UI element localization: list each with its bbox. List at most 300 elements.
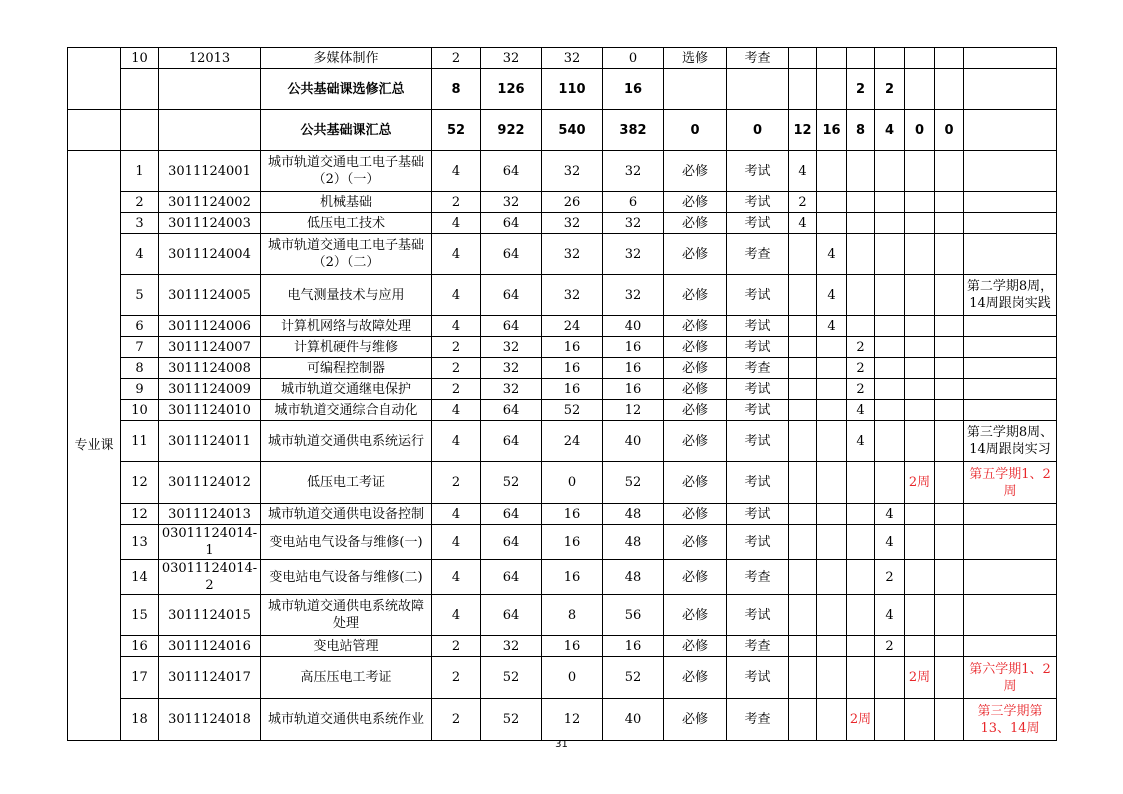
course-code: 3011124003	[159, 213, 261, 234]
remark: 第三学期8周、14周跟岗实习	[964, 421, 1057, 462]
practice-hours: 56	[603, 595, 664, 636]
summary-credits: 8	[432, 69, 481, 110]
course-type: 必修	[664, 421, 727, 462]
sem4-hours	[875, 337, 905, 358]
sem3-hours	[847, 316, 875, 337]
course-name: 计算机硬件与维修	[261, 337, 432, 358]
summary-sem4: 2	[875, 69, 905, 110]
sem3-hours: 2周	[847, 699, 875, 741]
credits: 2	[432, 358, 481, 379]
theory-hours: 32	[542, 275, 603, 316]
theory-hours: 16	[542, 636, 603, 657]
sem4-hours	[875, 421, 905, 462]
course-no: 2	[121, 192, 159, 213]
sem1-hours: 2	[789, 192, 817, 213]
table-row	[68, 421, 1057, 462]
table-row	[68, 504, 1057, 525]
summary-hours: 922	[481, 110, 542, 151]
remark	[964, 234, 1057, 275]
sem4-hours	[875, 151, 905, 192]
assessment: 考试	[727, 192, 789, 213]
remark	[964, 151, 1057, 192]
sem2-hours	[817, 462, 847, 504]
theory-hours: 0	[542, 462, 603, 504]
summary-hours: 126	[481, 69, 542, 110]
total-hours: 32	[481, 48, 542, 69]
sem6-hours	[935, 192, 964, 213]
sem3-hours: 2	[847, 337, 875, 358]
credits: 4	[432, 400, 481, 421]
remark: 第三学期第13、14周	[964, 699, 1057, 741]
course-name: 计算机网络与故障处理	[261, 316, 432, 337]
table-row	[68, 48, 1057, 69]
total-hours: 64	[481, 400, 542, 421]
sem2-hours	[817, 400, 847, 421]
sem2-hours	[817, 560, 847, 595]
theory-hours: 24	[542, 316, 603, 337]
theory-hours: 16	[542, 379, 603, 400]
course-no: 16	[121, 636, 159, 657]
practice-hours: 16	[603, 379, 664, 400]
remark	[964, 213, 1057, 234]
remark	[964, 379, 1057, 400]
course-type: 必修	[664, 636, 727, 657]
course-code: 3011124018	[159, 699, 261, 741]
course-name: 城市轨道交通电工电子基础（2）（二）	[261, 234, 432, 275]
summary-credits: 52	[432, 110, 481, 151]
sem5-hours	[905, 699, 935, 741]
remark	[964, 636, 1057, 657]
credits: 4	[432, 316, 481, 337]
course-name: 电气测量技术与应用	[261, 275, 432, 316]
course-no: 8	[121, 358, 159, 379]
sem2-hours	[817, 358, 847, 379]
assessment: 考试	[727, 337, 789, 358]
credits: 2	[432, 636, 481, 657]
credits: 4	[432, 213, 481, 234]
course-no: 18	[121, 699, 159, 741]
sem5-hours	[905, 595, 935, 636]
sem2-hours	[817, 525, 847, 560]
remark: 第二学期8周，14周跟岗实践	[964, 275, 1057, 316]
course-name: 城市轨道交通供电设备控制	[261, 504, 432, 525]
sem3-hours	[847, 462, 875, 504]
course-name: 低压电工技术	[261, 213, 432, 234]
summary-practice: 16	[603, 69, 664, 110]
practice-hours: 48	[603, 560, 664, 595]
course-no: 1	[121, 151, 159, 192]
sem5-hours	[905, 275, 935, 316]
course-type: 选修	[664, 48, 727, 69]
total-hours: 32	[481, 358, 542, 379]
total-hours: 32	[481, 379, 542, 400]
sem5-hours	[905, 379, 935, 400]
remark	[964, 525, 1057, 560]
sem4-hours	[875, 462, 905, 504]
sem3-hours	[847, 595, 875, 636]
practice-hours: 16	[603, 337, 664, 358]
sem1-hours	[789, 379, 817, 400]
table-row	[68, 462, 1057, 504]
table-row	[68, 699, 1057, 741]
course-type: 必修	[664, 657, 727, 699]
course-code: 03011124014-1	[159, 525, 261, 560]
sem2-hours	[817, 699, 847, 741]
course-no: 9	[121, 379, 159, 400]
sem1-hours	[789, 358, 817, 379]
course-no: 6	[121, 316, 159, 337]
sem1-hours: 4	[789, 213, 817, 234]
table-row	[68, 657, 1057, 699]
total-hours: 64	[481, 151, 542, 192]
sem4-hours: 4	[875, 504, 905, 525]
sem1-hours	[789, 560, 817, 595]
practice-hours: 6	[603, 192, 664, 213]
sem2-hours	[817, 504, 847, 525]
theory-hours: 16	[542, 504, 603, 525]
assessment: 考试	[727, 462, 789, 504]
course-no: 10	[121, 400, 159, 421]
course-type: 必修	[664, 595, 727, 636]
course-type: 必修	[664, 316, 727, 337]
table-row	[68, 151, 1057, 192]
remark	[964, 504, 1057, 525]
theory-hours: 32	[542, 48, 603, 69]
course-name: 城市轨道交通供电系统作业	[261, 699, 432, 741]
summary-exam: 0	[727, 110, 789, 151]
sem3-hours	[847, 151, 875, 192]
course-no: 3	[121, 213, 159, 234]
sem3-hours	[847, 560, 875, 595]
total-hours: 32	[481, 192, 542, 213]
sem5-hours	[905, 358, 935, 379]
credits: 4	[432, 595, 481, 636]
assessment: 考试	[727, 504, 789, 525]
remark: 第五学期1、2周	[964, 462, 1057, 504]
sem1-hours	[789, 699, 817, 741]
course-code: 3011124001	[159, 151, 261, 192]
sem2-hours	[817, 337, 847, 358]
practice-hours: 40	[603, 421, 664, 462]
assessment: 考查	[727, 234, 789, 275]
course-type: 必修	[664, 192, 727, 213]
total-hours: 64	[481, 316, 542, 337]
credits: 2	[432, 699, 481, 741]
credits: 4	[432, 275, 481, 316]
practice-hours: 48	[603, 525, 664, 560]
practice-hours: 12	[603, 400, 664, 421]
summary-label: 公共基础课选修汇总	[261, 69, 432, 110]
sem5-hours	[905, 192, 935, 213]
summary-sem6: 0	[935, 110, 964, 151]
practice-hours: 32	[603, 234, 664, 275]
summary-practice: 382	[603, 110, 664, 151]
assessment: 考查	[727, 48, 789, 69]
table-row	[68, 337, 1057, 358]
practice-hours: 32	[603, 151, 664, 192]
course-type: 必修	[664, 213, 727, 234]
course-name: 城市轨道交通继电保护	[261, 379, 432, 400]
sem5-hours	[905, 504, 935, 525]
course-name: 城市轨道交通供电系统运行	[261, 421, 432, 462]
sem3-hours	[847, 275, 875, 316]
sem2-hours	[817, 213, 847, 234]
sem3-hours	[847, 636, 875, 657]
sem3-hours	[847, 504, 875, 525]
sem6-hours	[935, 525, 964, 560]
sem4-hours	[875, 699, 905, 741]
course-name: 变电站电气设备与维修(二)	[261, 560, 432, 595]
course-type: 必修	[664, 504, 727, 525]
sem5-hours	[905, 400, 935, 421]
course-name: 变电站电气设备与维修(一)	[261, 525, 432, 560]
sem5-hours	[905, 316, 935, 337]
sem5-hours	[905, 151, 935, 192]
sem4-hours	[875, 213, 905, 234]
course-code: 3011124005	[159, 275, 261, 316]
course-no: 15	[121, 595, 159, 636]
remark	[964, 358, 1057, 379]
course-type: 必修	[664, 400, 727, 421]
sem6-hours	[935, 316, 964, 337]
sem4-hours	[875, 379, 905, 400]
assessment: 考查	[727, 699, 789, 741]
summary-label: 公共基础课汇总	[261, 110, 432, 151]
sem5-hours	[905, 636, 935, 657]
sem2-hours: 4	[817, 275, 847, 316]
course-code: 3011124015	[159, 595, 261, 636]
total-hours: 52	[481, 699, 542, 741]
course-no: 5	[121, 275, 159, 316]
course-code: 12013	[159, 48, 261, 69]
remark	[964, 400, 1057, 421]
credits: 2	[432, 657, 481, 699]
total-hours: 64	[481, 595, 542, 636]
elective-summary-row	[68, 69, 1057, 110]
assessment: 考查	[727, 560, 789, 595]
sem5-hours	[905, 337, 935, 358]
total-hours: 32	[481, 337, 542, 358]
course-code: 3011124007	[159, 337, 261, 358]
assessment: 考试	[727, 316, 789, 337]
credits: 4	[432, 234, 481, 275]
sem4-hours	[875, 275, 905, 316]
sem1-hours	[789, 504, 817, 525]
course-no: 10	[121, 48, 159, 69]
course-code: 3011124010	[159, 400, 261, 421]
credits: 4	[432, 421, 481, 462]
sem2-hours	[817, 657, 847, 699]
practice-hours: 32	[603, 275, 664, 316]
sem3-hours	[847, 234, 875, 275]
theory-hours: 52	[542, 400, 603, 421]
category-label: 专业课	[68, 151, 121, 741]
credits: 2	[432, 337, 481, 358]
sem2-hours	[817, 151, 847, 192]
course-type: 必修	[664, 560, 727, 595]
sem1-hours	[789, 595, 817, 636]
course-code: 3011124002	[159, 192, 261, 213]
table-row	[68, 358, 1057, 379]
summary-theory: 110	[542, 69, 603, 110]
sem6-hours	[935, 560, 964, 595]
course-type: 必修	[664, 337, 727, 358]
course-name: 可编程控制器	[261, 358, 432, 379]
course-code: 3011124016	[159, 636, 261, 657]
table-row	[68, 234, 1057, 275]
sem1-hours	[789, 316, 817, 337]
sem6-hours	[935, 358, 964, 379]
sem5-hours	[905, 525, 935, 560]
remark	[964, 316, 1057, 337]
sem1-hours	[789, 657, 817, 699]
total-hours: 64	[481, 504, 542, 525]
course-type: 必修	[664, 462, 727, 504]
theory-hours: 24	[542, 421, 603, 462]
credits: 2	[432, 48, 481, 69]
course-no: 11	[121, 421, 159, 462]
theory-hours: 8	[542, 595, 603, 636]
total-hours: 64	[481, 213, 542, 234]
sem6-hours	[935, 636, 964, 657]
course-name: 机械基础	[261, 192, 432, 213]
assessment: 考试	[727, 421, 789, 462]
sem4-hours: 4	[875, 525, 905, 560]
sem1-hours	[789, 525, 817, 560]
table-row	[68, 379, 1057, 400]
table-row	[68, 525, 1057, 560]
sem3-hours: 4	[847, 421, 875, 462]
credits: 2	[432, 462, 481, 504]
theory-hours: 32	[542, 234, 603, 275]
curriculum-table	[67, 47, 1057, 741]
sem6-hours	[935, 151, 964, 192]
course-type: 必修	[664, 275, 727, 316]
summary-theory: 540	[542, 110, 603, 151]
sem3-hours	[847, 192, 875, 213]
sem1-hours	[789, 462, 817, 504]
sem1-hours	[789, 400, 817, 421]
course-no: 12	[121, 462, 159, 504]
sem5-hours	[905, 213, 935, 234]
course-type: 必修	[664, 525, 727, 560]
total-hours: 64	[481, 275, 542, 316]
assessment: 考试	[727, 400, 789, 421]
course-no: 17	[121, 657, 159, 699]
sem3-hours	[847, 657, 875, 699]
sem2-hours: 4	[817, 316, 847, 337]
sem6-hours	[935, 379, 964, 400]
sem3-hours: 2	[847, 358, 875, 379]
sem3-hours	[847, 213, 875, 234]
sem6-hours	[935, 213, 964, 234]
course-code: 3011124009	[159, 379, 261, 400]
course-no: 13	[121, 525, 159, 560]
sem3-hours: 2	[847, 379, 875, 400]
table-row	[68, 316, 1057, 337]
table-row	[68, 595, 1057, 636]
sem2-hours	[817, 421, 847, 462]
sem4-hours: 4	[875, 595, 905, 636]
assessment: 考试	[727, 595, 789, 636]
sem6-hours	[935, 595, 964, 636]
sem6-hours	[935, 462, 964, 504]
theory-hours: 26	[542, 192, 603, 213]
course-name: 城市轨道交通供电系统故障处理	[261, 595, 432, 636]
assessment: 考试	[727, 657, 789, 699]
sem2-hours	[817, 379, 847, 400]
sem6-hours	[935, 234, 964, 275]
course-name: 多媒体制作	[261, 48, 432, 69]
assessment: 考试	[727, 151, 789, 192]
credits: 2	[432, 379, 481, 400]
sem1-hours	[789, 636, 817, 657]
course-code: 3011124004	[159, 234, 261, 275]
total-hours: 64	[481, 560, 542, 595]
assessment: 考查	[727, 358, 789, 379]
sem4-hours	[875, 358, 905, 379]
practice-hours: 16	[603, 636, 664, 657]
sem3-hours: 4	[847, 400, 875, 421]
course-code: 3011124011	[159, 421, 261, 462]
table-row	[68, 275, 1057, 316]
total-hours: 32	[481, 636, 542, 657]
summary-sem1: 12	[789, 110, 817, 151]
practice-hours: 40	[603, 316, 664, 337]
total-hours: 64	[481, 421, 542, 462]
sem6-hours	[935, 421, 964, 462]
course-code: 3011124008	[159, 358, 261, 379]
professional-course-rows	[68, 151, 1057, 741]
sem6-hours	[935, 657, 964, 699]
summary-sem5: 0	[905, 110, 935, 151]
practice-hours: 48	[603, 504, 664, 525]
practice-hours: 40	[603, 699, 664, 741]
sem4-hours	[875, 234, 905, 275]
sem4-hours	[875, 192, 905, 213]
course-code: 3011124006	[159, 316, 261, 337]
remark	[964, 192, 1057, 213]
remark: 第六学期1、2周	[964, 657, 1057, 699]
sem1-hours	[789, 275, 817, 316]
sem6-hours	[935, 337, 964, 358]
course-type: 必修	[664, 234, 727, 275]
total-hours: 64	[481, 234, 542, 275]
course-name: 城市轨道交通综合自动化	[261, 400, 432, 421]
course-no: 4	[121, 234, 159, 275]
credits: 4	[432, 560, 481, 595]
course-type: 必修	[664, 379, 727, 400]
remark	[964, 337, 1057, 358]
course-name: 变电站管理	[261, 636, 432, 657]
course-code: 3011124013	[159, 504, 261, 525]
assessment: 考查	[727, 636, 789, 657]
remark	[964, 595, 1057, 636]
summary-sem2: 16	[817, 110, 847, 151]
table-row	[68, 636, 1057, 657]
table-body	[68, 48, 1057, 151]
table-row	[68, 192, 1057, 213]
sem5-hours	[905, 560, 935, 595]
summary-sem4: 4	[875, 110, 905, 151]
theory-hours: 16	[542, 337, 603, 358]
sem6-hours	[935, 400, 964, 421]
sem4-hours: 2	[875, 560, 905, 595]
total-hours: 64	[481, 525, 542, 560]
summary-type: 0	[664, 110, 727, 151]
sem6-hours	[935, 275, 964, 316]
assessment: 考试	[727, 213, 789, 234]
